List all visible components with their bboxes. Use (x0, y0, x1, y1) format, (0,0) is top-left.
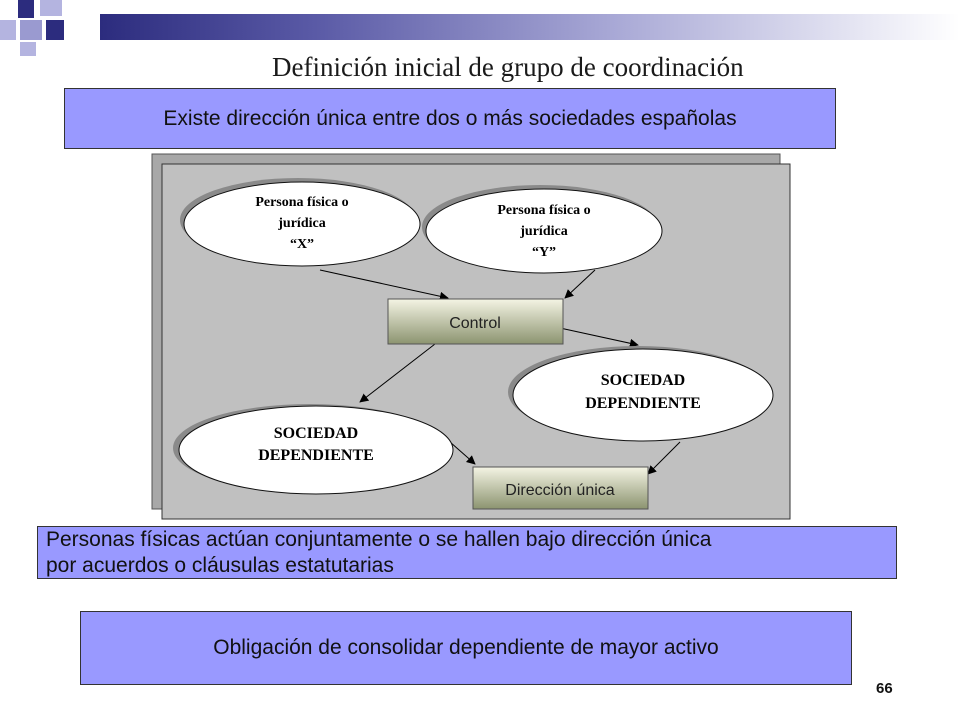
corner-square-navy (18, 0, 34, 18)
direccion-unica-box (473, 467, 648, 509)
top-statement-text: Existe dirección única entre dos o más sociedades españolas (163, 106, 737, 130)
middle-statement-box (37, 526, 897, 579)
coordination-diagram (150, 152, 795, 522)
bottom-statement-box (80, 611, 852, 685)
node-x-line3: “X” (289, 237, 315, 252)
top-statement-box (64, 88, 836, 149)
corner-square-light (20, 20, 42, 40)
node-x-line2: jurídica (278, 216, 326, 231)
middle-statement-line1: Personas físicas actúan conjuntamente o se hallen bajo dirección única (46, 528, 712, 551)
node-x-line1: Persona física o (255, 195, 349, 210)
dep-right-line1: SOCIEDAD (600, 372, 686, 389)
corner-square-light (20, 42, 36, 56)
control-box (388, 299, 563, 344)
bottom-statement-text: Obligación de consolidar dependiente de mayor activo (213, 636, 719, 659)
direccion-label: Dirección única (505, 482, 615, 499)
node-y-line1: Persona física o (497, 203, 591, 218)
node-y-line2: jurídica (520, 224, 568, 239)
page-number: 66 (876, 680, 893, 697)
corner-square-light (0, 20, 16, 40)
dep-left-line2: DEPENDIENTE (258, 447, 374, 464)
slide-title: Definición inicial de grupo de coordinación (272, 52, 744, 82)
node-y-line3: “Y” (531, 245, 557, 260)
corner-square-navy (46, 20, 64, 40)
dep-right-line2: DEPENDIENTE (585, 395, 701, 412)
middle-statement-line2: por acuerdos o cláusulas estatutarias (46, 554, 394, 577)
header-gradient-bar (100, 14, 960, 40)
corner-square-light (40, 0, 62, 16)
dep-left-line1: SOCIEDAD (273, 425, 359, 442)
control-label: Control (449, 315, 501, 332)
